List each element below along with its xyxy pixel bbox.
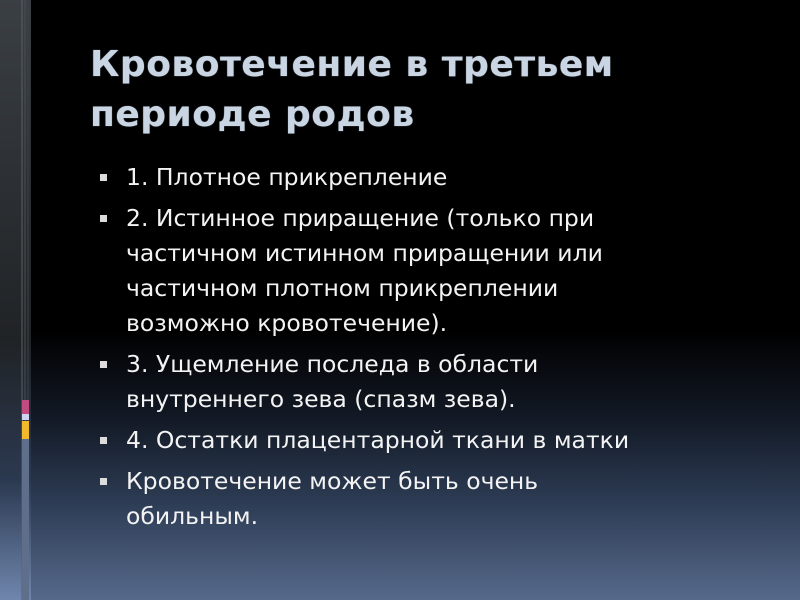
bullet-line: 1. Плотное прикрепление <box>126 163 448 191</box>
bullet-line: 2. Истинное приращение (только при <box>126 204 595 232</box>
bullet-line: частичном истинном приращении или <box>126 239 603 267</box>
accent-bar-yellow <box>22 421 29 439</box>
bullet-line: возможно кровотечение). <box>126 309 448 337</box>
bullet-list <box>98 160 718 540</box>
bullet-item-1 <box>98 160 718 195</box>
bullet-square-icon <box>100 437 107 444</box>
accent-bar-gray <box>22 439 29 600</box>
bullet-line: обильным. <box>126 502 259 530</box>
accent-bar-lavender <box>22 414 29 420</box>
bullet-square-icon <box>100 174 107 181</box>
bullet-line: Кровотечение может быть очень <box>126 467 539 495</box>
left-decorative-band <box>0 0 31 600</box>
bullet-square-icon <box>100 215 107 222</box>
slide-title-line2: периоде родов <box>90 94 415 135</box>
bullet-square-icon <box>100 478 107 485</box>
bullet-item-4 <box>98 423 718 458</box>
bullet-item-3 <box>98 347 718 417</box>
accent-bar-pink <box>22 400 29 414</box>
slide-title <box>90 40 780 140</box>
bullet-item-5 <box>98 464 718 534</box>
bullet-square-icon <box>100 361 107 368</box>
bullet-line: 4. Остатки плацентарной ткани в матки <box>126 426 630 454</box>
bullet-item-2 <box>98 201 718 341</box>
bullet-line: частичном плотном прикреплении <box>126 274 559 302</box>
slide-title-line1: Кровотечение в третьем <box>90 44 614 85</box>
bullet-line: внутреннего зева (спазм зева). <box>126 385 516 413</box>
bullet-line: 3. Ущемление последа в области <box>126 350 539 378</box>
